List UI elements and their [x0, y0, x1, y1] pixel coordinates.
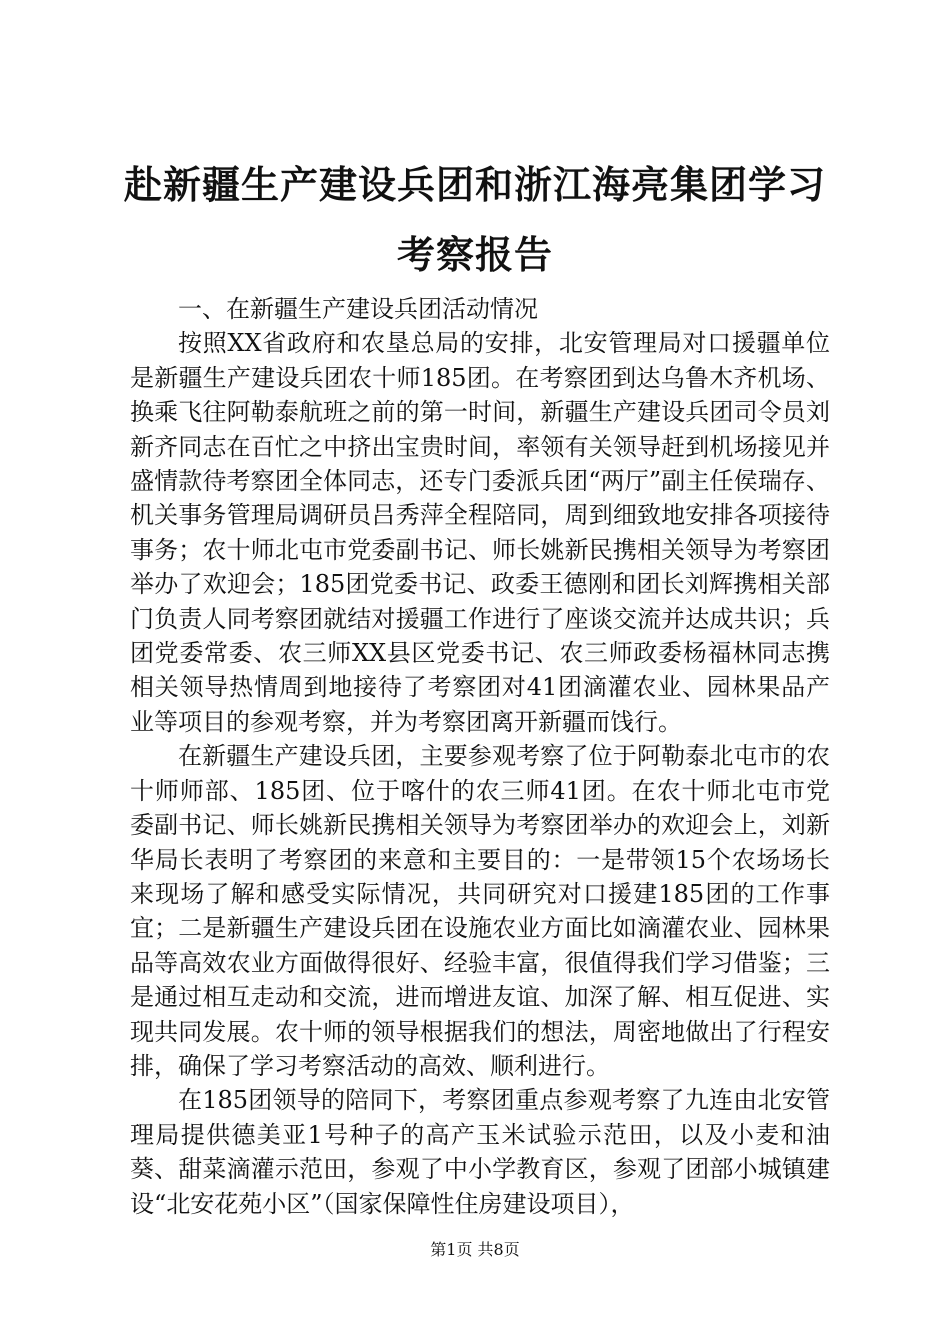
paragraph: 按照XX省政府和农垦总局的安排，北安管理局对口援疆单位是新疆生产建设兵团农十师185团。在考察团到达乌鲁木齐机场、换乘飞往阿勒泰航班之前的第一时间，新疆生产建设兵团司令员刘新齐同志在百忙之中挤出宝贵时间，率领有关领导赶到机场接见并盛情款待考察团全体同志，还专门委派兵团“两厅”副主任侯瑞存、机关事务管理局调研员吕秀萍全程陪同，周到细致地安排各项接待事务；农十师北屯市党委副书记、师长姚新民携相关领导为考察团举办了欢迎会；185团党委书记、政委王德刚和团长刘辉携相关部门负责人同考察团就结对援疆工作进行了座谈交流并达成共识；兵团党委常委、农三师XX县区党委书记、农三师政委杨福林同志携相关领导热情周到地接待了考察团对41团滴灌农业、园林果品产业等项目的参观考察，并为考察团离开新疆而饯行。 [130, 329, 830, 736]
paragraph: 在新疆生产建设兵团，主要参观考察了位于阿勒泰北屯市的农十师师部、185团、位于喀什的农三师41团。在农十师北屯市党委副书记、师长姚新民携相关领导为考察团举办的欢迎会上，刘新华局长表明了考察团的来意和主要目的：一是带领15个农场场长来现场了解和感受实际情况，共同研究对口援建185团的工作事宜；二是新疆生产建设兵团在设施农业方面比如滴灌农业、园林果品等高效农业方面做得很好、经验丰富，很值得我们学习借鉴；三是通过相互走动和交流，进而增进友谊、加深了解、相互促进、实现共同发展。农十师的领导根据我们的想法，周密地做出了行程安排，确保了学习考察活动的高效、顺利进行。 [130, 742, 830, 1080]
document-body [130, 292, 830, 1221]
page-number-footer: 第1页 共8页 [430, 1240, 520, 1259]
paragraph: 在185团领导的陪同下，考察团重点参观考察了九连由北安管理局提供德美亚1号种子的高产玉米试验示范田，以及小麦和油葵、甜菜滴灌示范田，参观了中小学教育区，参观了团部小城镇建设“北安花苑小区”（国家保障性住房建设项目）， [130, 1086, 830, 1218]
document-title: 赴新疆生产建设兵团和浙江海亮集团学习考察报告 [123, 162, 826, 277]
section-heading: 一、在新疆生产建设兵团活动情况 [178, 295, 538, 323]
